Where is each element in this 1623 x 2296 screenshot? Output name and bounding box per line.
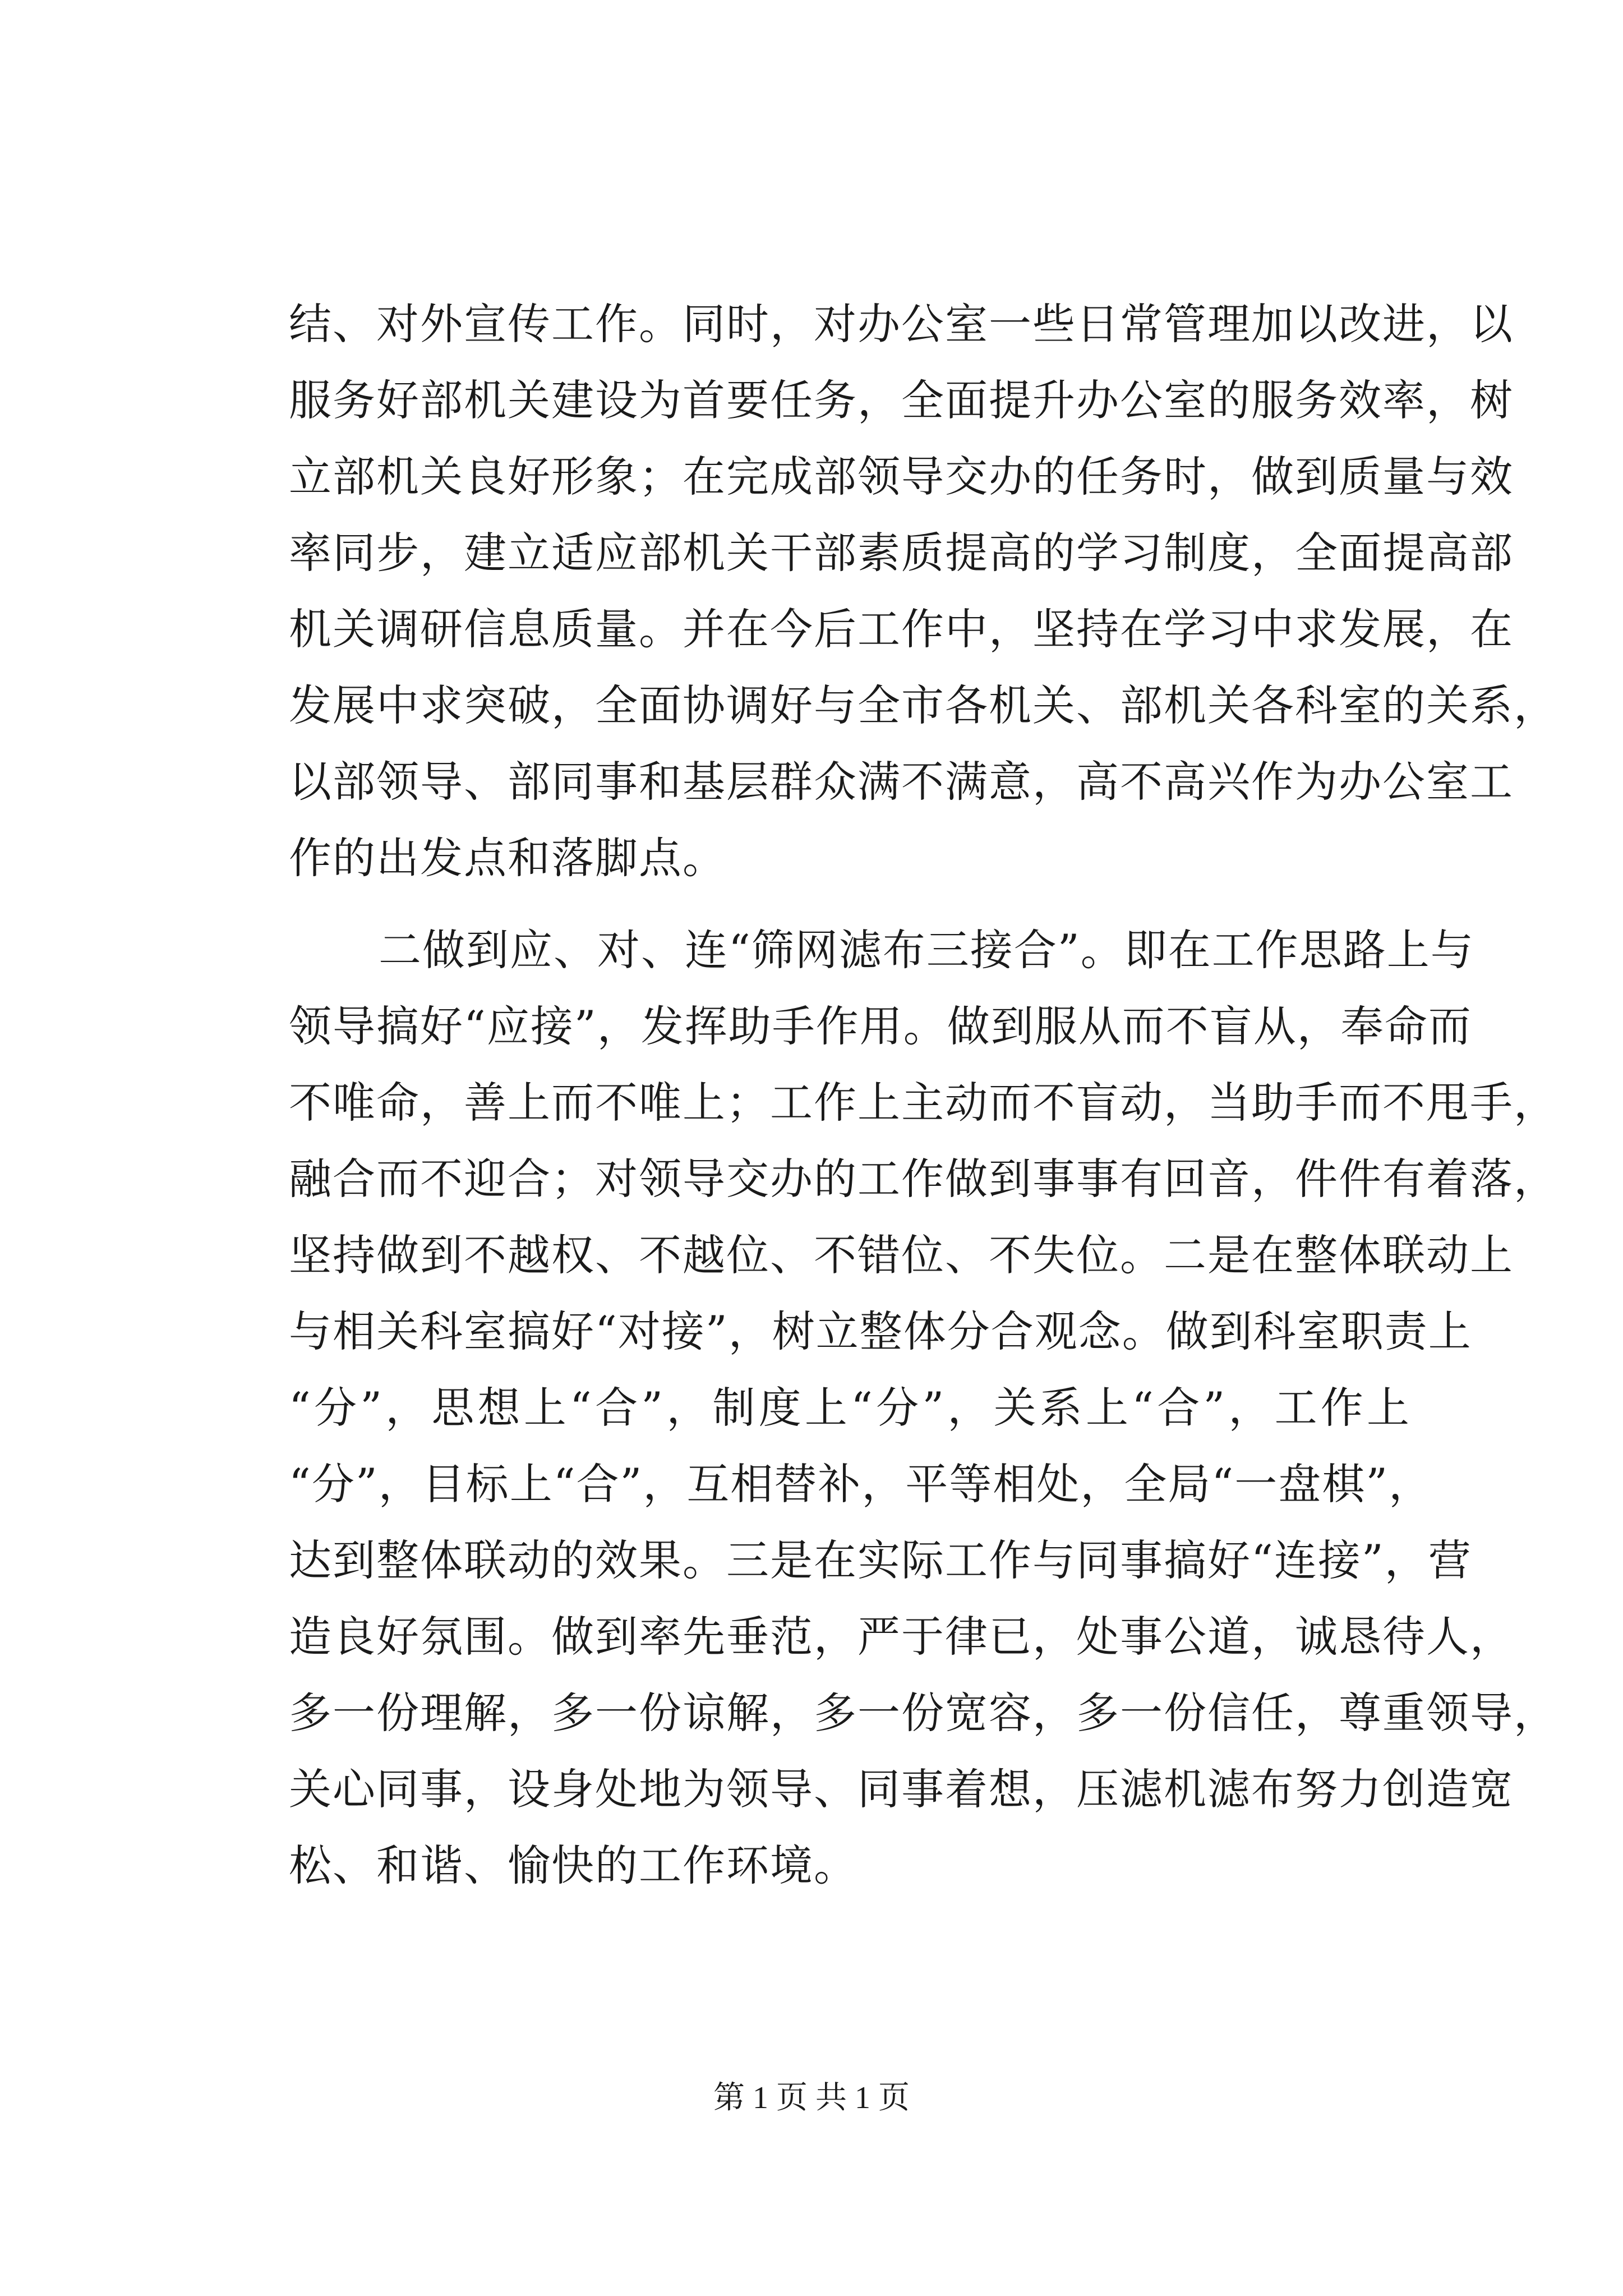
text-line: 与相关科室搞好“对接”，树立整体分合观念。做到科室职责上 xyxy=(289,1306,1472,1356)
text-line: 作的出发点和落脚点。 xyxy=(289,833,726,883)
text-line: 机关调研信息质量。并在今后工作中，坚持在学习中求发展，在 xyxy=(289,604,1514,654)
text-line: 服务好部机关建设为首要任务，全面提升办公室的服务效率，树 xyxy=(289,375,1514,425)
text-line: 结、对外宣传工作。同时，对办公室一些日常管理加以改进，以 xyxy=(289,299,1514,349)
paragraph-gap xyxy=(289,896,1410,912)
text-line: 关心同事，设身处地为领导、同事着想，压滤机滤布努力创造宽 xyxy=(289,1764,1514,1814)
text-line: 二做到应、对、连“筛网滤布三接合”。即在工作思路上与 xyxy=(379,925,1474,975)
text-line: 率同步，建立适应部机关干部素质提高的学习制度，全面提高部 xyxy=(289,528,1514,578)
document-body xyxy=(289,286,1557,1904)
text-line: 领导搞好“应接”，发挥助手作用。做到服从而不盲从，奉命而 xyxy=(289,1001,1472,1051)
page-footer: 第 1 页 共 1 页 xyxy=(713,2081,910,2115)
text-line: 坚持做到不越权、不越位、不错位、不失位。二是在整体联动上 xyxy=(289,1230,1514,1280)
text-line: 发展中求突破，全面协调好与全市各机关、部机关各科室的关系， xyxy=(289,680,1557,730)
text-line: 以部领导、部同事和基层群众满不满意，高不高兴作为办公室工 xyxy=(289,757,1514,807)
text-line: 达到整体联动的效果。三是在实际工作与同事搞好“连接”，营 xyxy=(289,1535,1472,1585)
text-line: “分”，目标上“合”，互相替补，平等相处，全局“一盘棋”， xyxy=(289,1459,1433,1509)
text-line: 融合而不迎合；对领导交办的工作做到事事有回音，件件有着落， xyxy=(289,1154,1557,1204)
text-line: 不唯命，善上而不唯上；工作上主动而不盲动，当助手而不甩手， xyxy=(289,1078,1557,1128)
text-line: 多一份理解，多一份谅解，多一份宽容，多一份信任，尊重领导， xyxy=(289,1688,1557,1738)
text-line: 松、和谐、愉快的工作环境。 xyxy=(289,1841,857,1890)
text-line: 立部机关良好形象；在完成部领导交办的任务时，做到质量与效 xyxy=(289,452,1514,501)
text-line: 造良好氛围。做到率先垂范，严于律已，处事公道，诚恳待人， xyxy=(289,1612,1514,1662)
text-line: “分”，思想上“合”，制度上“分”，关系上“合”，工作上 xyxy=(289,1383,1410,1433)
